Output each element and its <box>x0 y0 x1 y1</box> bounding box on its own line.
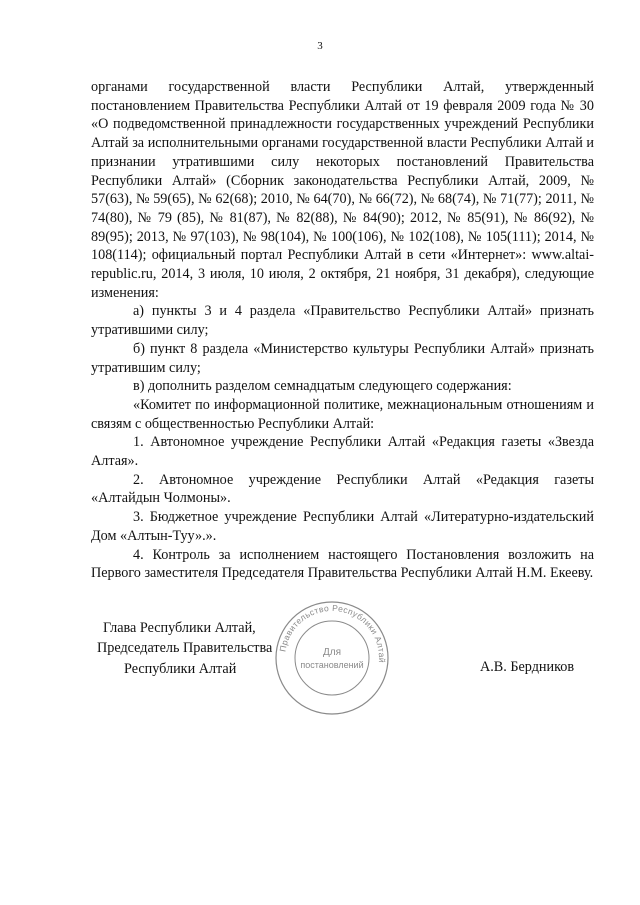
signature-title-line-3: Республики Алтай <box>124 661 237 677</box>
stamp-center-line-2: постановлений <box>300 660 364 670</box>
stamp-outer-ring <box>276 602 388 714</box>
signatory-name: А.В. Бердников <box>480 659 575 675</box>
paragraph-8: 3. Бюджетное учреждение Республики Алтай «Литературно-издательский Дом «Алтын-Туу».». <box>91 509 594 544</box>
paragraph-9: 4. Контроль за исполнением настоящего Постановления возложить на Первого заместителя Председателя Правительства Республики Алтай Н.М. Екееву. <box>91 546 594 582</box>
signature-title-line-2: Председатель Правительства <box>97 640 273 656</box>
signature-title-line-1: Глава Республики Алтай, <box>103 620 256 636</box>
paragraph-3: б) пункт 8 раздела «Министерство культуры Республики Алтай» признать утратившим силу; <box>91 340 594 376</box>
paragraph-6: 1. Автономное учреждение Республики Алтай «Редакция газеты «Звезда Алтая». <box>91 434 594 470</box>
document-body <box>91 78 594 583</box>
page-number: 3 <box>317 40 323 52</box>
stamp-center-line-1: Для <box>322 647 342 658</box>
stamp-ring-text: Правительство Республики Алтай <box>277 602 388 664</box>
stamp-inner-ring <box>295 621 369 695</box>
paragraph-7: 2. Автономное учреждение Республики Алтай «Редакция газеты «Алтайдын Чолмоны». <box>91 471 594 507</box>
paragraph-4: в) дополнить разделом семнадцатым следующего содержания: <box>133 378 512 395</box>
official-stamp <box>272 598 392 718</box>
paragraph-2: а) пункты 3 и 4 раздела «Правительство Республики Алтай» признать утратившими силу; <box>91 303 594 339</box>
paragraph-5: «Комитет по информационной политике, межнациональным отношениям и связям с общественностью Республики Алтай: <box>91 396 594 432</box>
paragraph-1: органами государственной власти Республики Алтай, утвержденный постановлением Правительства Республики Алтай от 19 февраля 2009 года № 30 «О подведомственной принадлежности государственных учреждений Республики Алтай за исполнительными органами государственной власти Республики Алтай и признании утратившими силу некоторых постановлений Правительства Республики Алтай» (Сборник законодательства Республики Алтай, 2009, № 57(63), № 59(65), № 62(68); 2010, № 64(70), № 66(72), № 68(74), № 71(77); 2011, № 74(80), № 79 (85), № 81(87), № 82(88), № 84(90); 2012, № 85(91), № 86(92), № 89(95); 2013, № 97(103), № 98(104), № 100(106), № 102(108), № 105(111); 2014, № 108(114); официальный портал Республики Алтай в сети «Интернет»: www.altai-republic.ru, 2014, 3 июля, 10 июля, 2 октября, 21 ноября, 31 декабря), следующие изменения: <box>91 79 594 301</box>
